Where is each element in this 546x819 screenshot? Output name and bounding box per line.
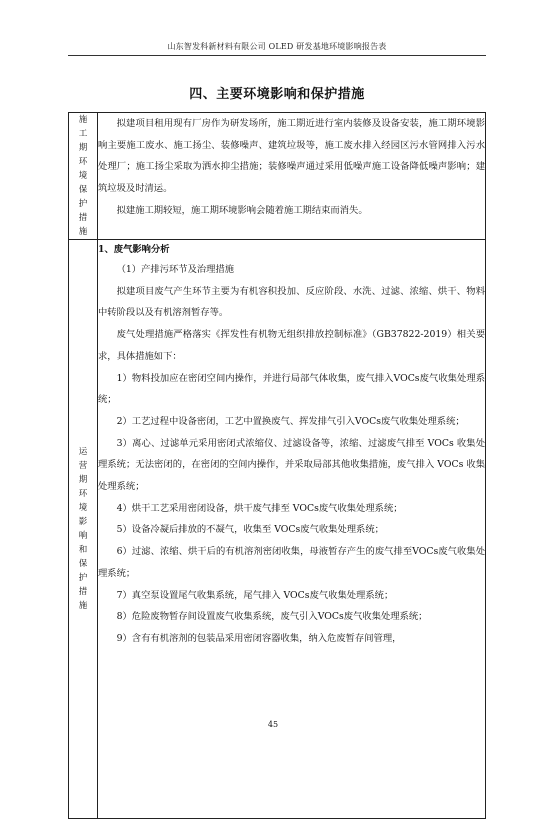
construction-label: 施工期环境保护措施 — [78, 115, 88, 237]
section-title: 四、主要环境影响和保护措施 — [189, 87, 365, 102]
list-item: 4）烘干工艺采用密闭设备，烘干废气排至 VOCs废气收集处理系统； — [116, 502, 403, 514]
operation-row — [69, 240, 486, 819]
paragraph: 拟建施工期较短，施工期环境影响会随着施工期结束而消失。 — [116, 204, 368, 216]
list-item: 1）物料投加应在密闭空间内操作，并进行局部气体收集，废气排入VOCs废气收集处理系统； — [98, 372, 485, 406]
subheading: （1）产排污环节及治理措施 — [116, 264, 235, 275]
running-header: 山东智发科新材料有限公司 OLED 研发基地环境影响报告表 — [167, 42, 387, 51]
list-item: 3）离心、过滤单元采用密闭式浓缩仪、过滤设备等，浓缩、过滤废气排至 VOCs 收集处理系统；无法密闭的，在密闭的空间内操作，并采取局部其他收集措施，废气排入 VOCs 收集处理系统； — [98, 437, 485, 493]
operation-label: 运营期环境影响和保护措施 — [78, 447, 88, 611]
operation-content — [98, 240, 486, 819]
page-number: 45 — [267, 720, 279, 729]
list-item: 6）过滤、浓缩、烘干后的有机溶剂密闭收集，母液暂存产生的废气排至VOCs废气收集处理系统； — [98, 546, 485, 579]
list-item: 2）工艺过程中设备密闭，工艺中置换废气、挥发排气引入VOCs废气收集处理系统； — [116, 415, 465, 427]
construction-row — [69, 113, 486, 240]
list-item: 5）设备冷凝后排放的不凝气，收集至 VOCs废气收集处理系统； — [116, 524, 384, 536]
environment-measures-table — [68, 112, 486, 819]
header-rule — [68, 55, 486, 56]
construction-content — [98, 113, 486, 240]
paragraph: 拟建项目废气产生环节主要为有机容积投加、反应阶段、水洗、过滤、浓缩、烘干、物料中转阶段以及有机溶剂暂存等。 — [98, 285, 485, 319]
construction-label-cell — [69, 113, 98, 240]
list-item: 7）真空泵设置尾气收集系统，尾气排入 VOCs废气收集处理系统； — [116, 589, 394, 601]
paragraph: 拟建项目租用现有厂房作为研发场所，施工期近进行室内装修及设备安装，施工期环境影响主要施工废水、施工扬尘、装修噪声、建筑垃圾等，施工废水排入经园区污水管网排入污水处理厂；施工扬尘采取为洒水抑尘措施；装修噪声通过采用低噪声施工设备降低噪声影响；建筑垃圾及时清运。 — [98, 118, 485, 195]
paragraph: 废气处理措施严格落实《挥发性有机物无组织排放控制标准》（GB37822-2019）相关要求，具体措施如下： — [98, 329, 485, 362]
operation-content-body — [98, 240, 485, 650]
operation-label-cell — [69, 240, 98, 819]
section-heading: 1、废气影响分析 — [98, 244, 170, 255]
list-item: 9）含有有机溶剂的包装品采用密闭容器收集，纳入危废暂存间管理， — [116, 632, 402, 644]
list-item: 8）危险废物暂存间设置废气收集系统，废气引入VOCs废气收集处理系统； — [116, 611, 428, 623]
